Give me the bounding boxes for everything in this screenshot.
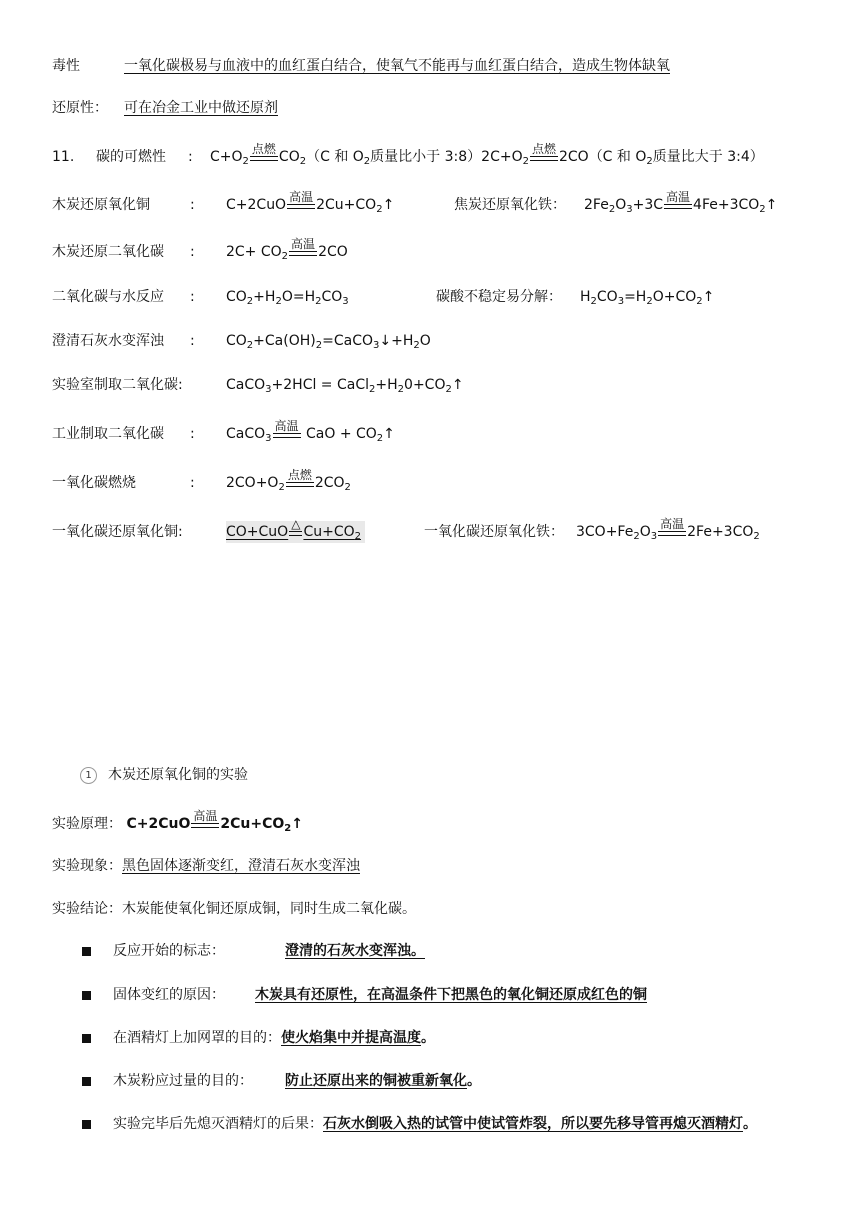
item11-equations: $C+O_2$ 点燃 $CO_2(C$ 和 $O_2$质量比小于 $3:8)2C+O_2$ 点燃 2CO（C 和 $O_2$质量比大于 3:4）	[210, 142, 764, 167]
bullet-item: 固体变红的原因： 木炭具有还原性，在高温条件下把黑色的氧化铜还原成红色的铜	[113, 987, 647, 1003]
condition-mark: 点燃	[530, 151, 558, 163]
row-label: 澄清石灰水变浑浊	[52, 333, 164, 349]
experiment-title: 木炭还原氧化铜的实验	[108, 767, 248, 783]
condition-mark: 点燃	[250, 151, 278, 163]
row-label: 木炭还原氧化铜	[52, 197, 150, 213]
row-industry-co2: 工业制取二氧化碳 : CaCO$_3$ 高温 CaO + $CO_2↑$	[52, 419, 395, 444]
equation: C+2CuO 高温 $2Cu+CO_2↑$	[226, 190, 395, 215]
reducibility-text: 可在冶金工业中做还原剂	[124, 100, 278, 116]
row-label: 一氧化碳燃烧	[52, 475, 136, 491]
bullet-marker	[82, 991, 91, 1000]
equation-2: $3CO+Fe_2O_3$ 高温 $2Fe+3CO_2$	[576, 517, 760, 542]
principle-equation: C+2CuO 高温 $2Cu+CO_2↑$	[126, 809, 303, 834]
equation: CaCO$_3$ 高温 CaO + $CO_2↑$	[226, 419, 395, 444]
equation: $CO_2+H_2O=H_2CO_3$	[226, 289, 349, 307]
row-label-2: 碳酸不稳定易分解：	[436, 289, 562, 305]
bullet-item: 在酒精灯上加网罩的目的：使火焰集中并提高温度。	[113, 1030, 435, 1046]
row-label: 木炭还原二氧化碳	[52, 244, 164, 260]
conclusion-label: 实验结论：	[52, 901, 122, 917]
toxicity-label: 毒性	[52, 58, 80, 74]
equation: $2CO+O_2$ 点燃 $2CO_2$	[226, 468, 351, 493]
conclusion-text: 木炭能使氧化铜还原成铜，同时生成二氧化碳。	[122, 901, 416, 917]
bullet-item: 实验完毕后先熄灭酒精灯的后果：石灰水倒吸入热的试管中使试管炸裂，所以要先移导管再熄灭酒精灯。	[113, 1116, 757, 1132]
item11-label: 碳的可燃性	[96, 149, 166, 165]
equation-highlighted: CO+CuO △ $Cu+CO_2$	[226, 521, 365, 543]
item11-colon: :	[188, 149, 193, 165]
row-co2-water: 二氧化碳与水反应 : $CO_2+H_2O=H_2CO_3$ 碳酸不稳定易分解： $H_2CO_3=H_2O+CO_2↑$	[52, 286, 164, 308]
row-co-combustion: 一氧化碳燃烧 : $2CO+O_2$ 点燃 $2CO_2$	[52, 468, 351, 493]
equation: $2C+ CO_2$ 高温 2CO	[226, 237, 348, 262]
bullet-marker	[82, 1034, 91, 1043]
row-charcoal-cuo: 木炭还原氧化铜 : C+2CuO 高温 $2Cu+CO_2↑$ 焦炭还原氧化铁： $2Fe_2O_3+3C$ 高温 $4Fe+3CO_2↑$	[52, 190, 778, 215]
phenomenon-line	[52, 855, 360, 877]
circled-number: 1	[80, 767, 97, 784]
row-co-reduction	[52, 517, 760, 543]
equation-2: $H_2CO_3=H_2O+CO_2↑$	[580, 289, 715, 307]
row-charcoal-co2: 木炭还原二氧化碳 : $2C+ CO_2$ 高温 2CO	[52, 237, 348, 262]
principle-line	[52, 809, 303, 835]
toxicity-line	[52, 55, 670, 77]
item11-number: 11.	[52, 149, 75, 165]
row-label: 工业制取二氧化碳	[52, 426, 164, 442]
conclusion-line	[52, 898, 416, 920]
principle-label: 实验原理：	[52, 816, 122, 832]
row-label: 一氧化碳还原氧化铜:	[52, 524, 183, 540]
row-lab-co2	[52, 374, 464, 396]
row-limewater: 澄清石灰水变浑浊 : $CO_2+Ca(OH)_2=CaCO_3↓+H_2O$	[52, 330, 164, 352]
reducibility-line	[52, 97, 278, 119]
bullet-marker	[82, 947, 91, 956]
bullet-marker	[82, 1120, 91, 1129]
item11-line	[52, 142, 764, 168]
equation: $CO_2+Ca(OH)_2=CaCO_3↓+H_2O$	[226, 333, 431, 351]
bullet-marker	[82, 1077, 91, 1086]
phenomenon-label: 实验现象：	[52, 858, 122, 874]
row-label: 实验室制取二氧化碳:	[52, 377, 183, 393]
phenomenon-text: 黑色固体逐渐变红，澄清石灰水变浑浊	[122, 858, 360, 874]
bullet-item: 木炭粉应过量的目的： 防止还原出来的铜被重新氧化。	[113, 1073, 481, 1089]
bullet-item: 反应开始的标志： 澄清的石灰水变浑浊。	[113, 943, 425, 959]
row-label-2: 焦炭还原氧化铁：	[454, 197, 566, 213]
toxicity-text: 一氧化碳极易与血液中的血红蛋白结合，使氧气不能再与血红蛋白结合，造成生物体缺氧	[124, 58, 670, 74]
row-label-2: 一氧化碳还原氧化铁：	[424, 524, 564, 540]
equation: CaCO$_3$+2HCl = $CaCl_2+H_20+CO_2↑$	[226, 377, 464, 395]
row-label: 二氧化碳与水反应	[52, 289, 164, 305]
reducibility-label: 还原性：	[52, 100, 108, 116]
equation-2: $2Fe_2O_3+3C$ 高温 $4Fe+3CO_2↑$	[584, 190, 778, 215]
